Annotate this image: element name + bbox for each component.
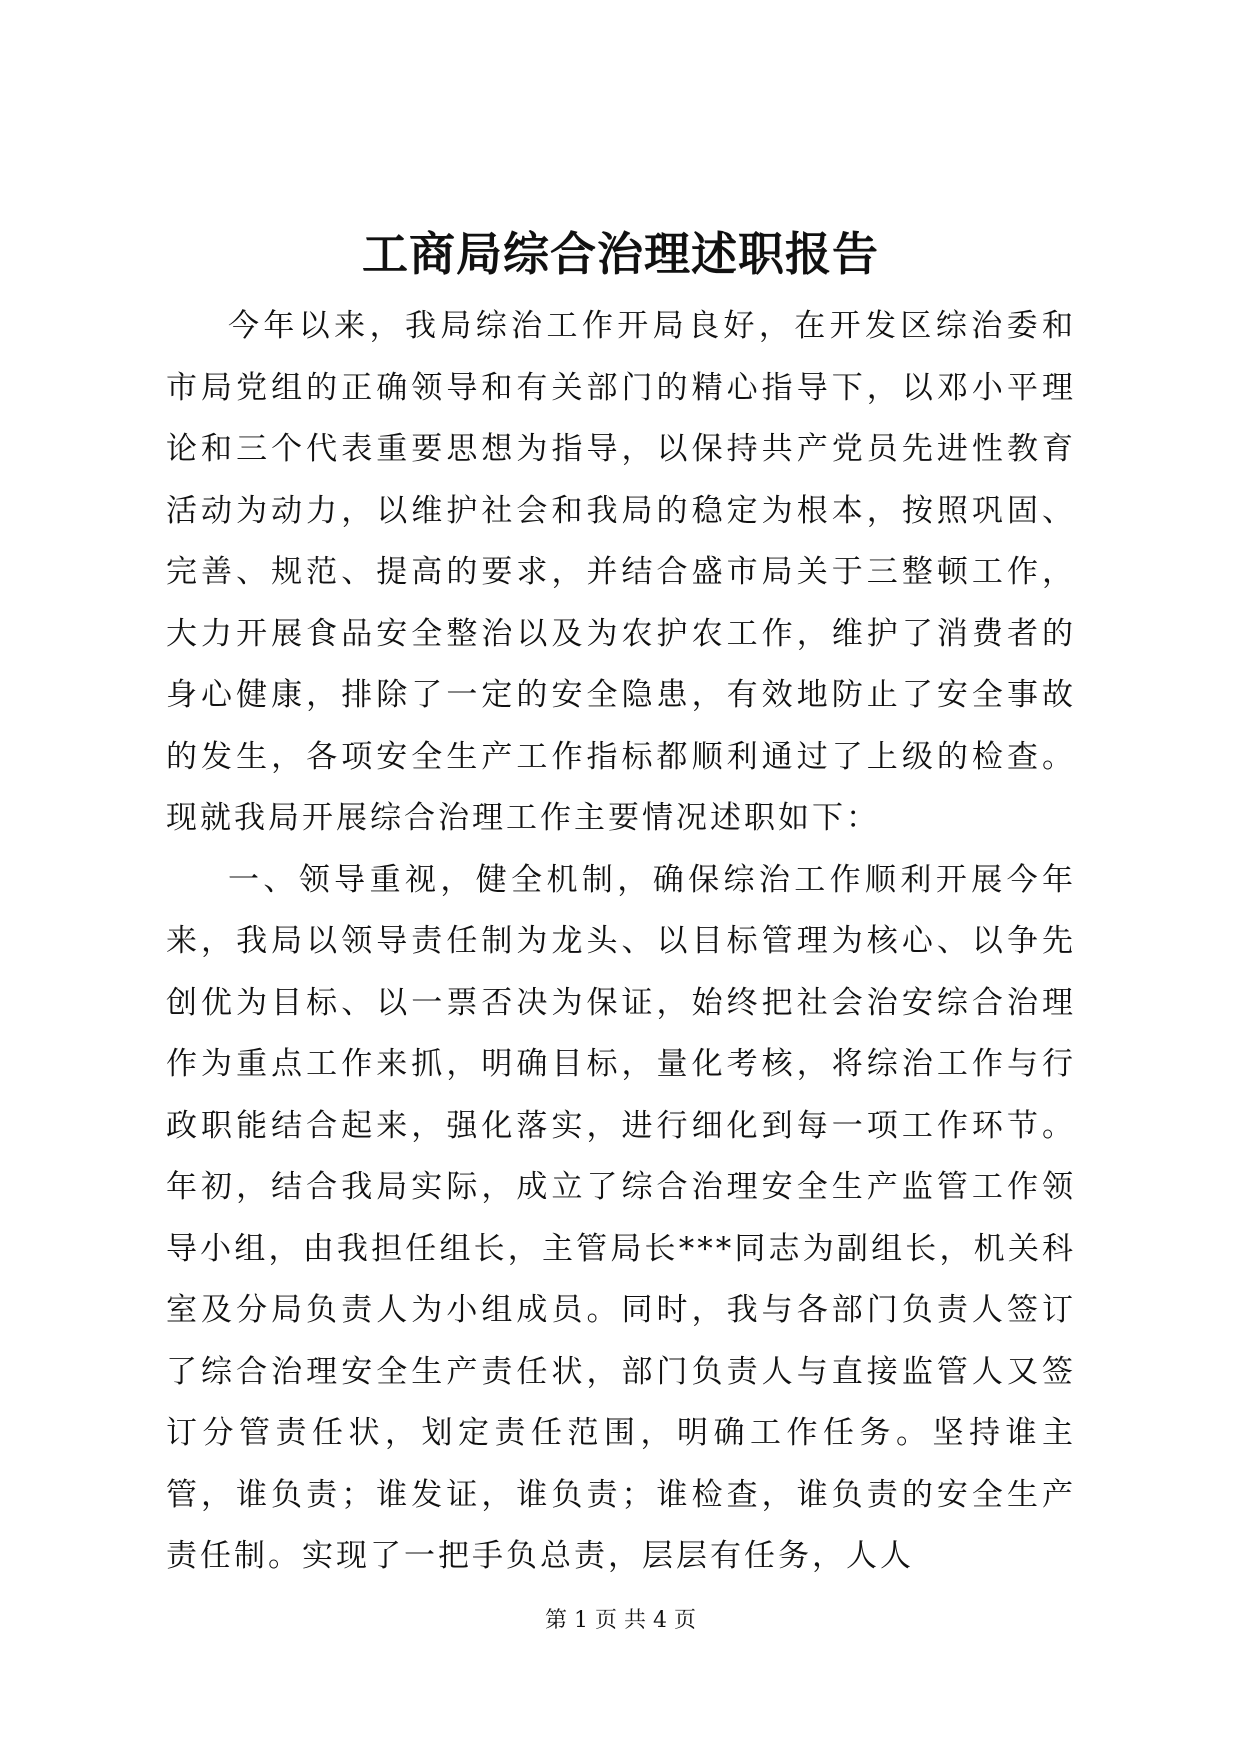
document-title: 工商局综合治理述职报告 — [362, 227, 879, 281]
page-number-label: 第 1 页 共 4 页 — [545, 1608, 696, 1633]
paragraph-intro: 今年以来，我局综治工作开局良好，在开发区综治委和市局党组的正确领导和有关部门的精心指导下，以邓小平理论和三个代表重要思想为指导，以保持共产党员先进性教育活动为动力，以维护社会和我局的稳定为根本，按照巩固、完善、规范、提高的要求，并结合盛市局关于三整顿工作，大力开展食品安全整治以及为农护农工作，维护了消费者的身心健康，排除了一定的安全隐患，有效地防止了安全事故的发生，各项安全生产工作指标都顺利通过了上级的检查。现就我局开展综合治理工作主要情况述职如下： — [166, 308, 1076, 836]
document-body — [166, 296, 1076, 1588]
paragraph-section-1: 一、领导重视，健全机制，确保综治工作顺利开展今年来，我局以领导责任制为龙头、以目标管理为核心、以争先创优为目标、以一票否决为保证，始终把社会治安综合治理作为重点工作来抓，明确目标，量化考核，将综治工作与行政职能结合起来，强化落实，进行细化到每一项工作环节。年初，结合我局实际，成立了综合治理安全生产监管工作领导小组，由我担任组长，主管局长***同志为副组长，机关科室及分局负责人为小组成员。同时，我与各部门负责人签订了综合治理安全生产责任状，部门负责人与直接监管人又签订分管责任状，划定责任范围，明确工作任务。坚持谁主管，谁负责；谁发证，谁负责；谁检查，谁负责的安全生产责任制。实现了一把手负总责，层层有任务，人人 — [166, 861, 1076, 1574]
page-footer — [0, 1606, 1241, 1636]
